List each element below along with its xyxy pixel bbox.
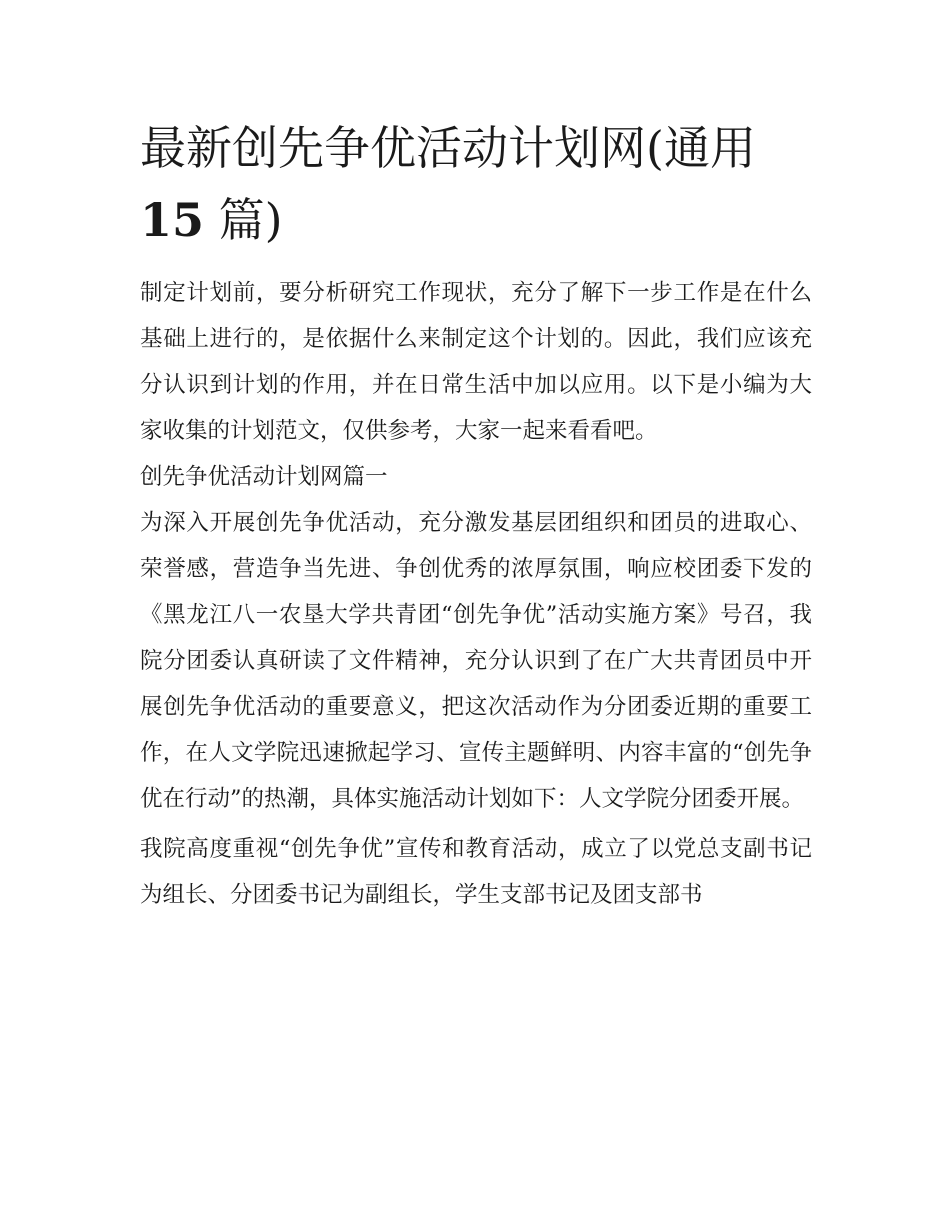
- title-line-1: 最新创先争优活动计划网(通用: [140, 121, 756, 175]
- body-paragraph-2: 我院高度重视“创先争优”宣传和教育活动，成立了以党总支副书记为组长、分团委书记为副组长，学生支部书记及团支部书: [140, 836, 812, 908]
- body-paragraph-1: 为深入开展创先争优活动，充分激发基层团组织和团员的进取心、荣誉感，营造争当先进、争创优秀的浓厚氛围，响应校团委下发的《黑龙江八一农垦大学共青团“创先争优”活动实施方案》号召，我院分团委认真研读了文件精神，充分认识到了在广大共青团员中开展创先争优活动的重要意义，把这次活动作为分团委近期的重要工作，在人文学院迅速掀起学习、宣传主题鲜明、内容丰富的“创先争优在行动”的热潮，具体实施活动计划如下：人文学院分团委开展。: [140, 510, 812, 812]
- document-page: [140, 112, 812, 918]
- title-number: 15: [140, 193, 205, 247]
- section-heading: 创先争优活动计划网篇一: [140, 464, 388, 490]
- intro-paragraph: 制定计划前，要分析研究工作现状，充分了解下一步工作是在什么基础上进行的，是依据什么来制定这个计划的。因此，我们应该充分认识到计划的作用，并在日常生活中加以应用。以下是小编为大家收集的计划范文，仅供参考，大家一起来看看吧。: [140, 280, 812, 444]
- title-suffix: 篇): [204, 193, 283, 247]
- document-title: [140, 112, 812, 256]
